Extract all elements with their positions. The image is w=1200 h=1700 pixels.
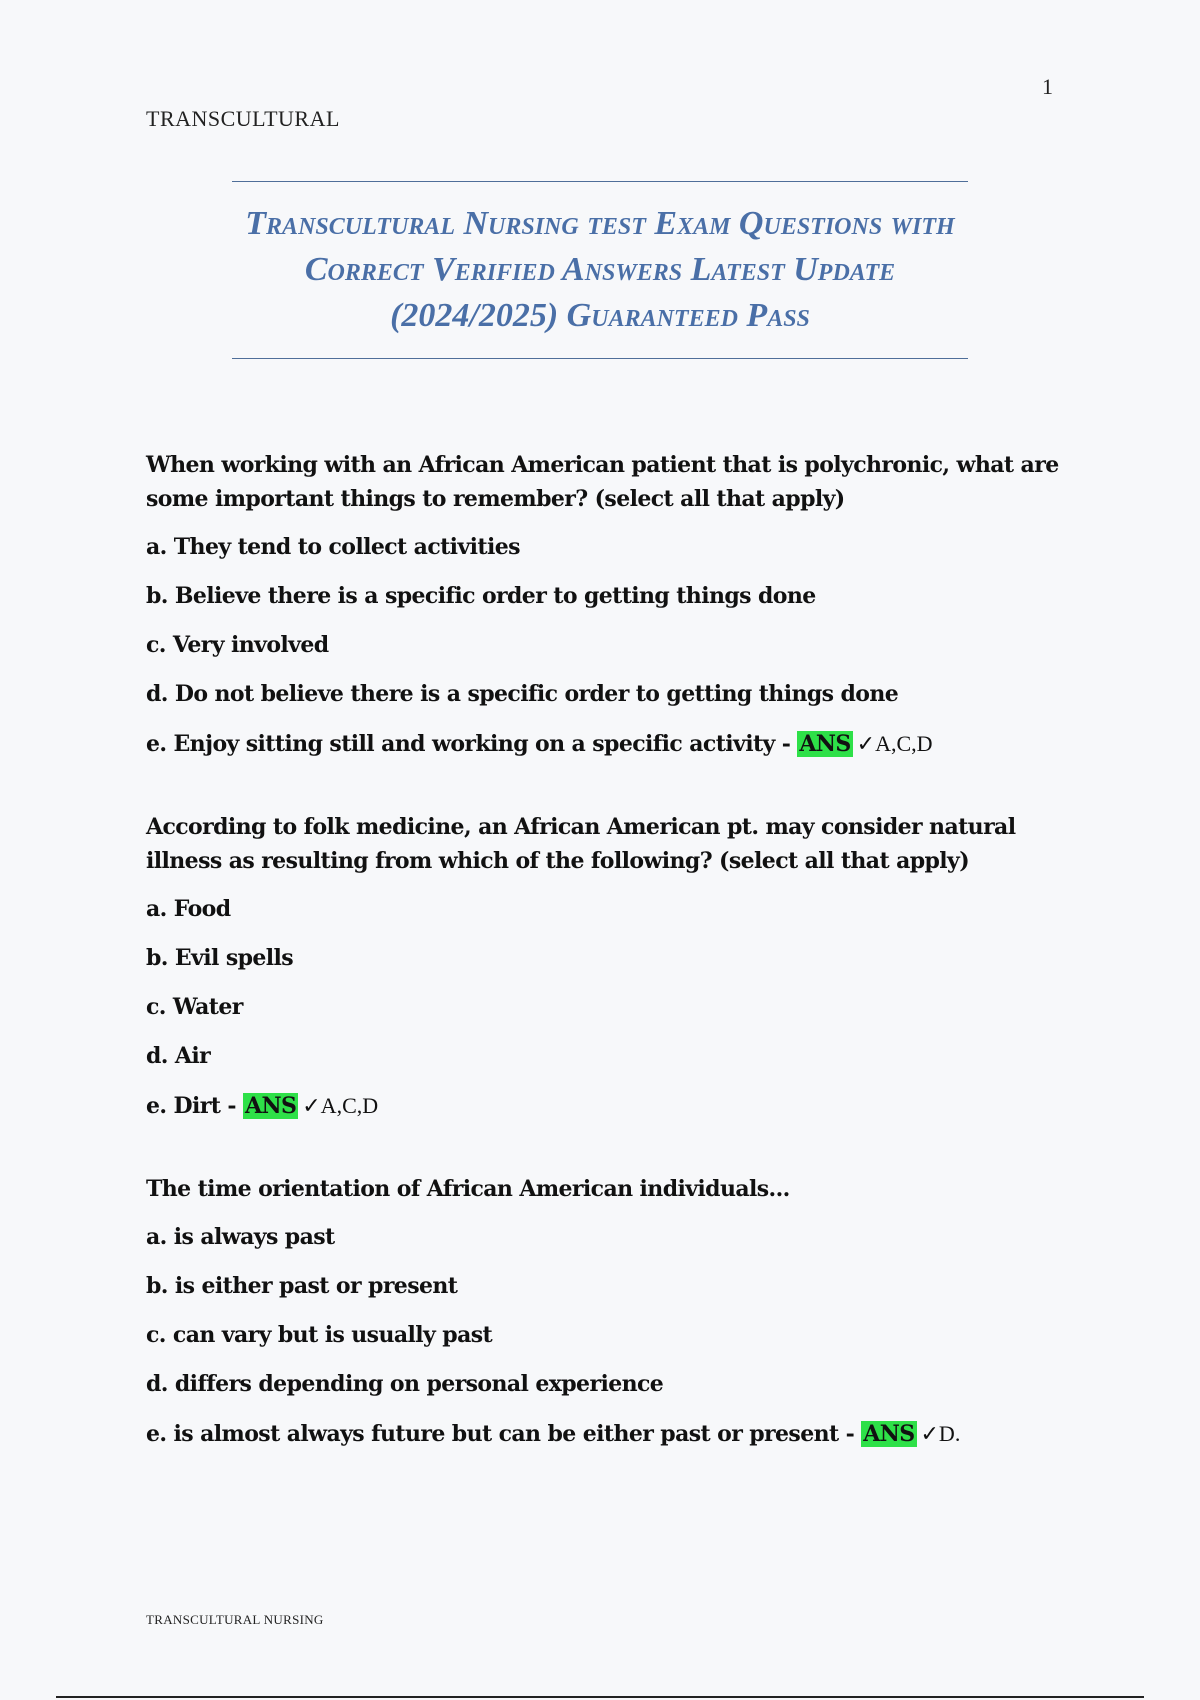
option-c: c. can vary but is usually past (146, 1322, 493, 1348)
option-c: c. Very involved (146, 632, 329, 658)
footer-text: TRANSCULTURAL NURSING (146, 1612, 324, 1627)
option-c: c. Water (146, 994, 243, 1020)
option-e (146, 1416, 1066, 1452)
option-a: a. Food (146, 896, 231, 922)
question-block-1 (146, 448, 1066, 762)
option-d: d. Do not believe there is a specific order to getting things done (146, 681, 899, 707)
footer-rule (56, 1696, 1144, 1698)
option-e-text: e. Enjoy sitting still and working on a specific activity - (146, 731, 798, 757)
ans-label: ANS (799, 731, 851, 757)
running-header: TRANSCULTURAL (146, 106, 340, 131)
question-block-2 (146, 810, 1066, 1124)
option-e (146, 726, 1066, 762)
question-text: When working with an African American patient that is polychronic, what are some important things to remember? (select all that apply) (146, 452, 1059, 512)
option-e-text: e. Dirt - (146, 1093, 243, 1119)
option-a: a. is always past (146, 1224, 335, 1250)
ans-label: ANS (863, 1421, 915, 1447)
question-text: The time orientation of African American individuals... (146, 1176, 790, 1202)
option-b: b. is either past or present (146, 1273, 458, 1299)
question-block-3 (146, 1172, 1066, 1452)
option-d: d. differs depending on personal experience (146, 1371, 664, 1397)
answer-key: ✓A,C,D (302, 1093, 379, 1118)
questions-content (146, 448, 1066, 1500)
document-title: Transcultural Nursing test Exam Questions with Correct Verified Answers Latest Update (2024/2025) Guaranteed Pass (245, 205, 955, 334)
page-number: 1 (1042, 74, 1053, 99)
option-d: d. Air (146, 1043, 211, 1069)
answer-key: ✓A,C,D (856, 731, 933, 756)
option-b: b. Believe there is a specific order to getting things done (146, 583, 816, 609)
answer-key: ✓D. (920, 1421, 961, 1446)
question-text: According to folk medicine, an African American pt. may consider natural illness as resulting from which of the following? (select all that apply) (146, 814, 1016, 874)
option-e (146, 1088, 1066, 1124)
title-block (232, 181, 968, 359)
option-b: b. Evil spells (146, 945, 294, 971)
option-e-text: e. is almost always future but can be either past or present - (146, 1421, 862, 1447)
option-a: a. They tend to collect activities (146, 534, 520, 560)
ans-label: ANS (244, 1093, 297, 1119)
